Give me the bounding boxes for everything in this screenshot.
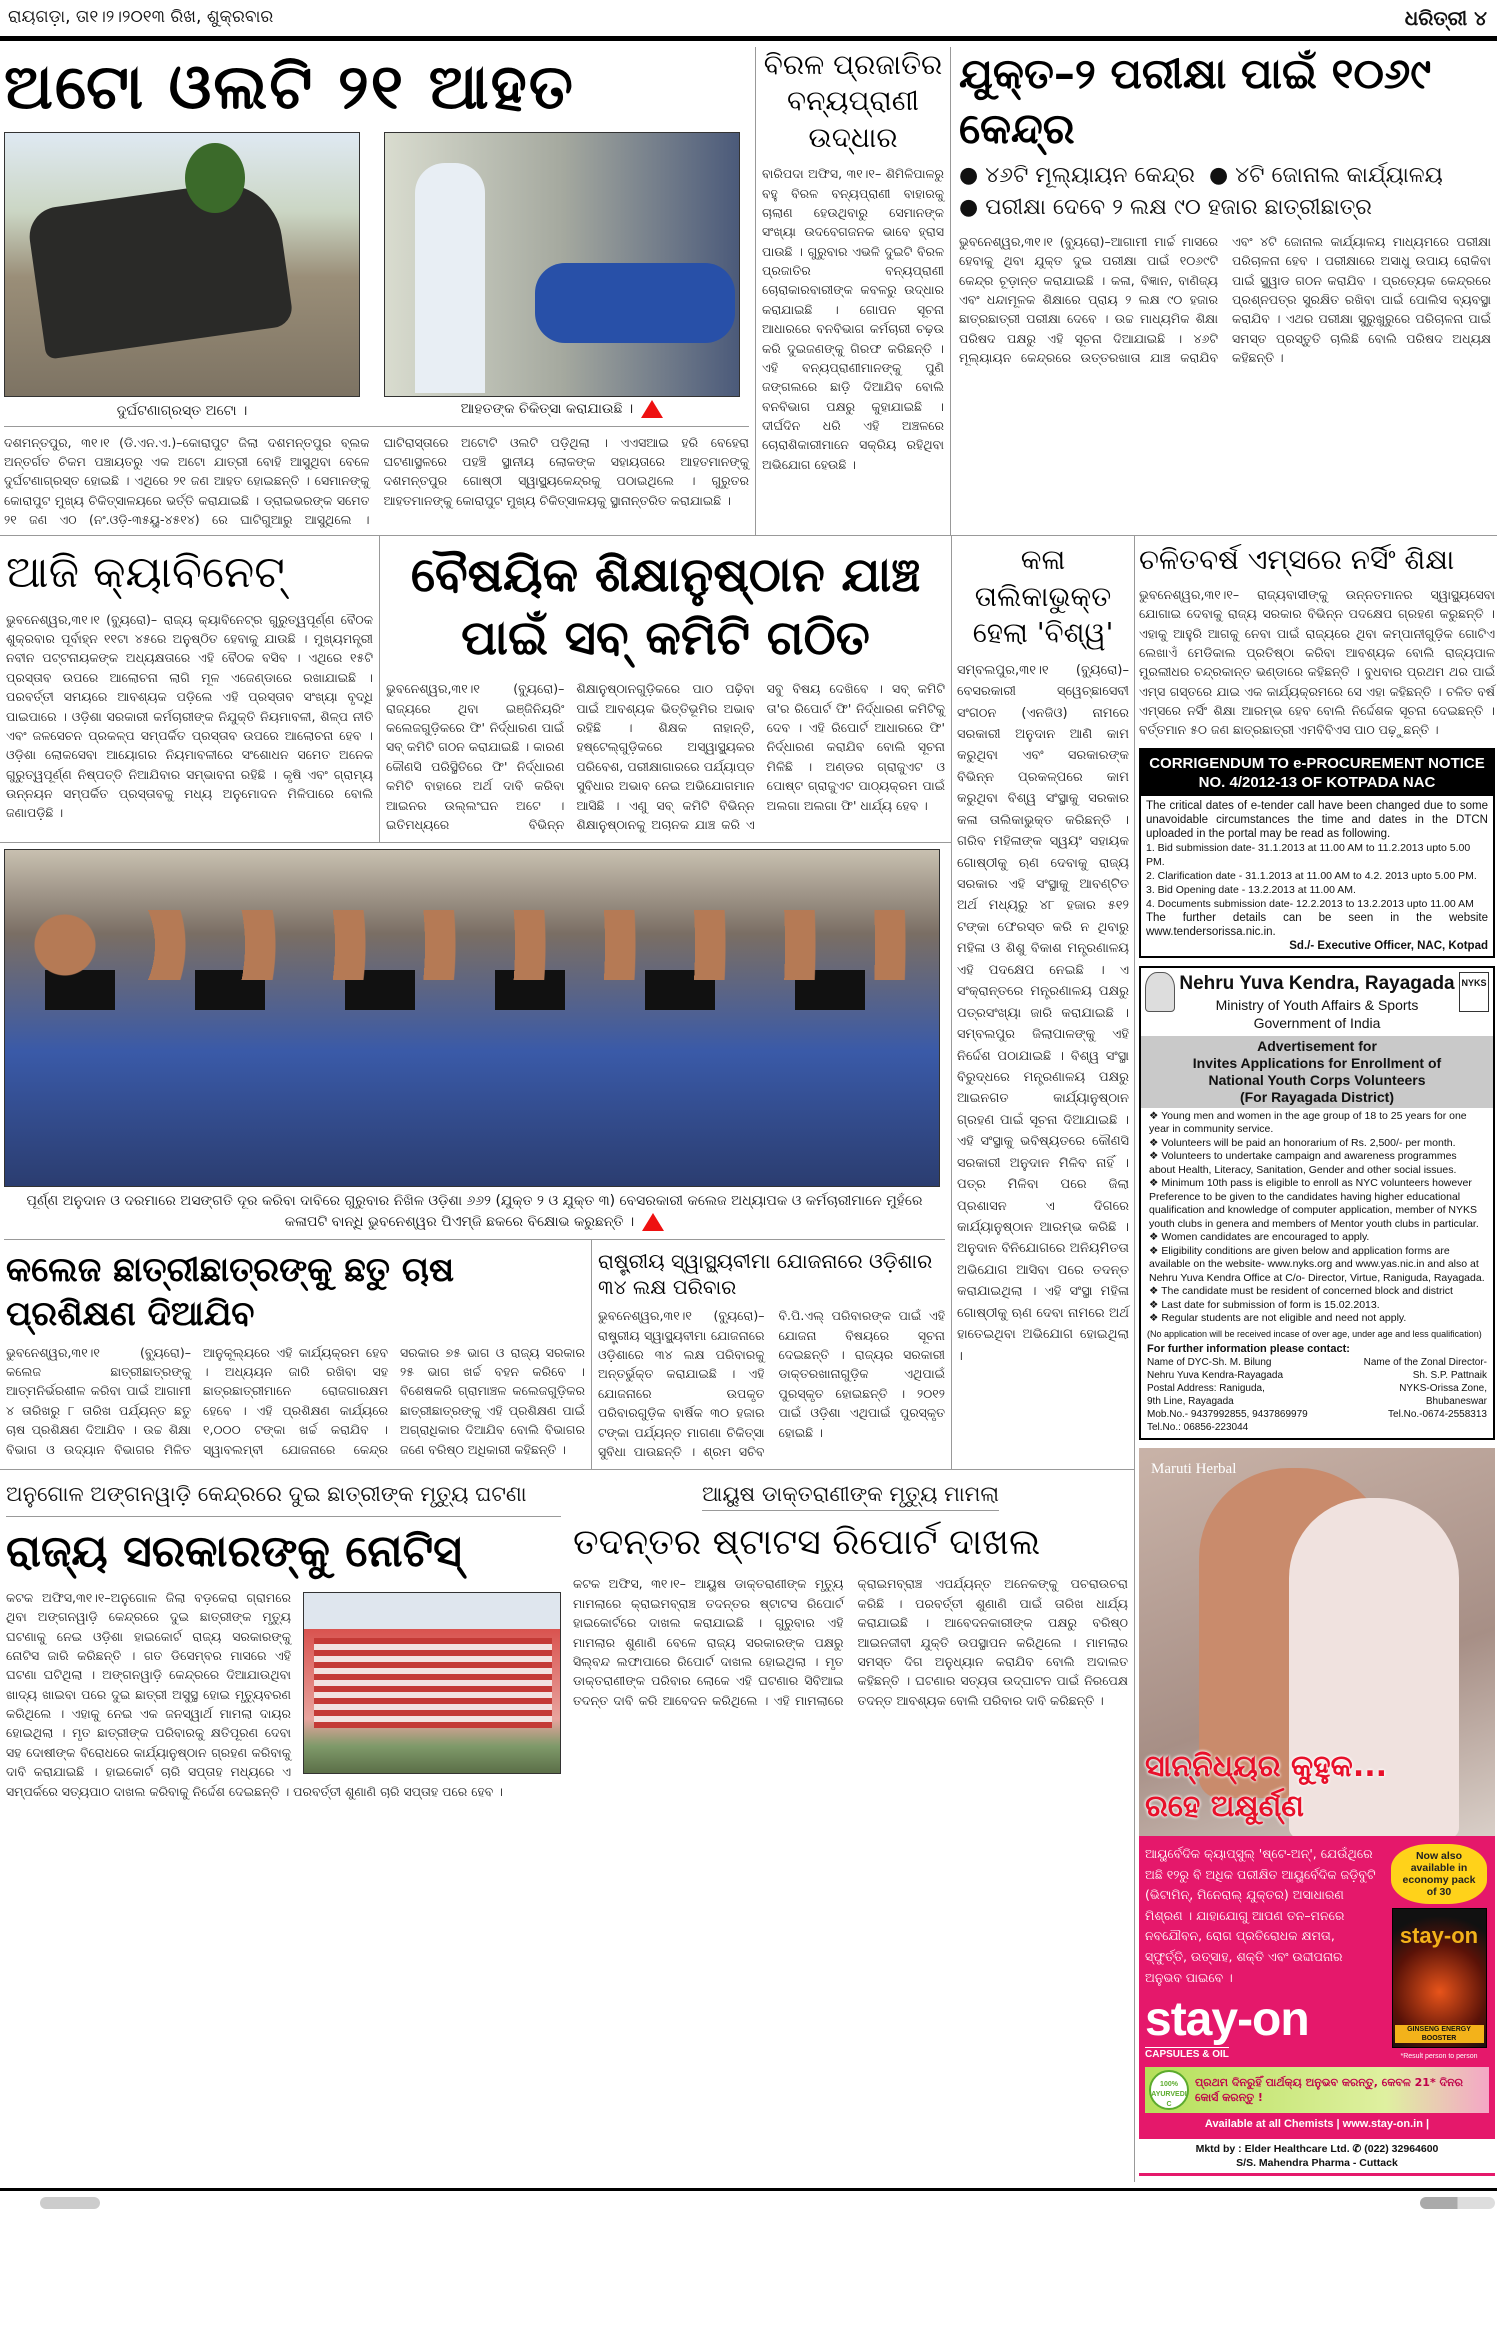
nyk-ministry: Ministry of Youth Affairs & Sports bbox=[1215, 996, 1419, 1013]
nyk-contact-right: Name of the Zonal Director- Sh. S.P. Pattnaik NYKS-Orissa Zone, Bhubaneswar Tel.No.-0674-2558313 bbox=[1363, 1356, 1487, 1420]
subhead-bullet: ● ୪ଟି ଜୋନାଲ କାର୍ଯ୍ୟାଳୟ bbox=[1208, 163, 1443, 189]
body-auto: ଦଶମନ୍ତପୁର, ୩୧।୧ (ଡି.ଏନ.ଏ.)–କୋରାପୁଟ ଜିଲା ଦଶମନ୍ତପୁର ବ୍ଲକ ଅନ୍ତର୍ଗତ ଚିକମ ପଞ୍ଚାୟତରୁ ଏକ ଅଟୋ ଯାତ୍ରୀ ବୋହି ଆସୁଥିବା ବେଳେ ଦୁର୍ଘଟଣାଗ୍ରସ୍ତ ହୋଇଛି । ଏଥିରେ ୨୧ ଜଣ ଆହତ ହୋଇଛନ୍ତି । ସେମାନଙ୍କୁ କୋରାପୁଟ ମୁଖ୍ୟ ଚିକିତ୍ସାଳୟରେ ଭର୍ତ୍ତି କରାଯାଇଛି । ଡ୍ରାଇଭରଙ୍କ ସମେତ ୨୧ ଜଣ ଏଠ (ନଂ.ଓଡ଼ି-୩୫ୟୁ-୪୫୧୪) ରେ ଘାଟିଗୁଆରୁ ଆସୁଥିଲେ । ଘାଟିରାସ୍ତାରେ ଅଟୋଟି ଓଲଟି ପଡ଼ିଥିଲା । ଏଏସଆଇ ହରି ବେହେରା ଘଟଣାସ୍ଥଳରେ ପହଞ୍ଚି ସ୍ଥାନୀୟ ଲୋକଙ୍କ ସହାୟତାରେ ଆହତମାନଙ୍କୁ ଦଶମନ୍ତପୁର ଗୋଷ୍ଠୀ ସ୍ୱାସ୍ଥ୍ୟକେନ୍ଦ୍ରକୁ ପଠାଇଥିଲେ । ଗୁରୁତର ଆହତମାନଙ୍କୁ କୋରାପୁଟ ମୁଖ୍ୟ ଚିକିତ୍ସାଳୟକୁ ସ୍ଥାନାନ୍ତରିତ କରାଯାଇଛି । bbox=[4, 434, 749, 528]
kicker-ayush bbox=[573, 1480, 1128, 1509]
story-insurance bbox=[592, 1240, 951, 1469]
headline-insurance: ରାଷ୍ଟ୍ରୀୟ ସ୍ୱାସ୍ଥ୍ୟବୀମା ଯୋଜନାରେ ଓଡ଼ିଶାର ୩୪ ଲକ୍ଷ ପରିବାର bbox=[598, 1249, 933, 1300]
right-column bbox=[1135, 536, 1497, 2181]
stayon-ad bbox=[1139, 1448, 1495, 2176]
headline-college: କଲେଜ ଛାତ୍ରୀଛାତ୍ରଙ୍କୁ ଛତୁ ଚାଷ ପ୍ରଶିକ୍ଷଣ ଦିଆଯିବ bbox=[6, 1250, 455, 1335]
body-plus2: ଭୁବନେଶ୍ୱର,୩୧।୧ (ବ୍ୟୁରୋ)–ଆଗାମୀ ମାର୍ଚ୍ଚ ମାସରେ ହେବାକୁ ଥିବା ଯୁକ୍ତ ଦୁଇ ପରୀକ୍ଷା ପାଇଁ ୧୦୬୯ଟି କେନ୍ଦ୍ର ଚୂଡ଼ାନ୍ତ କରାଯାଇଛି । କଳା, ବିଜ୍ଞାନ, ବାଣିଜ୍ୟ ଏବଂ ଧନ୍ଦାମୂଳକ ଶିକ୍ଷାରେ ପ୍ରାୟ ୨ ଲକ୍ଷ ୯୦ ହଜାର ଛାତ୍ରଛାତ୍ରୀ ପରୀକ୍ଷା ଦେବେ । ଉଚ୍ଚ ମାଧ୍ୟମିକ ଶିକ୍ଷା ପରିଷଦ ପକ୍ଷରୁ ଏହି ସୂଚନା ଦିଆଯାଇଛି । ୪୬ଟି ମୂଲ୍ୟାୟନ କେନ୍ଦ୍ରରେ ଉତ୍ତରଖାତା ଯାଞ୍ଚ କରାଯିବ ଏବଂ ୪ଟି ଜୋନାଲ କାର୍ଯ୍ୟାଳୟ ମାଧ୍ୟମରେ ପରୀକ୍ଷା ପରିଚାଳନା ହେବ । ପରୀକ୍ଷାରେ ଅସାଧୁ ଉପାୟ ରୋକିବା ପାଇଁ ସ୍କ୍ୱାଡ ଗଠନ କରାଯିବ । ପ୍ରତ୍ୟେକ କେନ୍ଦ୍ରରେ ପ୍ରଶ୍ନପତ୍ର ସୁରକ୍ଷିତ ରଖିବା ପାଇଁ ପୋଲିସ ବ୍ୟବସ୍ଥା କରାଯିବ । ଏଥର ପରୀକ୍ଷା ସୁରୁଖୁରୁରେ ପରିଚାଳନା ପାଇଁ ସମସ୍ତ ପ୍ରସ୍ତୁତି ଚାଲିଛି ବୋଲି ପରିଷଦ ଅଧ୍ୟକ୍ଷ କହିଛନ୍ତି । bbox=[959, 233, 1491, 366]
corrigendum-intro: The critical dates of e-tender call have been changed due to some unavoidable circumstances the time and dates in the DTCN uploaded in the portal may be read as following. bbox=[1146, 799, 1488, 840]
ayurvedic-badge: 100% AYURVEDIC bbox=[1149, 2070, 1189, 2110]
story-auto bbox=[0, 47, 756, 535]
story-college bbox=[0, 1240, 592, 1469]
caption-injured-text: ଆହତଙ୍କ ଚିକିତ୍ସା କରାଯାଉଛି । bbox=[460, 400, 634, 417]
economy-pack-burst: Now also available in economy pack of 30 bbox=[1391, 1844, 1487, 1904]
nyk-point: ❖ Last date for submission of form is 15.02.2013. bbox=[1149, 1299, 1485, 1313]
corrigendum-item: 2. Clarification date - 31.1.2013 at 11.00 AM to 4.2. 2013 upto 5.00 PM. bbox=[1146, 869, 1477, 882]
caption-injured bbox=[384, 397, 740, 420]
pack-logo: stay-on bbox=[1399, 1922, 1479, 1948]
body-angul: କଟକ ଅଫିସ,୩୧।୧–ଅନୁଗୋଳ ଜିଲା ବଡ଼କେରା ଗ୍ରାମରେ ଥିବା ଅଙ୍ଗନୱାଡ଼ି କେନ୍ଦ୍ରରେ ଦୁଇ ଛାତ୍ରୀଙ୍କ ମୃତ୍ୟୁ ଘଟଣାକୁ ନେଇ ଓଡ଼ିଶା ହାଇକୋର୍ଟ ରାଜ୍ୟ ସରକାରଙ୍କୁ ନୋଟିସ ଜାରି କରିଛନ୍ତି । ଗତ ଡିସେମ୍ବର ମାସରେ ଏହି ଘଟଣା ଘଟିଥିଲା । ଅଙ୍ଗନୱାଡ଼ି କେନ୍ଦ୍ରରେ ଦିଆଯାଉଥିବା ଖାଦ୍ୟ ଖାଇବା ପରେ ଦୁଇ ଛାତ୍ରୀ ଅସୁସ୍ଥ ହୋଇ ମୃତ୍ୟୁବରଣ କରିଥିଲେ । ଏହାକୁ ନେଇ ଏକ ଜନସ୍ୱାର୍ଥ ମାମଲା ଦାୟର ହୋଇଥିଲା । ମୃତ ଛାତ୍ରୀଙ୍କ ପରିବାରକୁ କ୍ଷତିପୂରଣ ଦେବା ସହ ଦୋଷୀଙ୍କ ବିରୋଧରେ କାର୍ଯ୍ୟାନୁଷ୍ଠାନ ଗ୍ରହଣ କରିବାକୁ ଦାବି କରାଯାଇଛି । ହାଇକୋର୍ଟ ଚାରି ସପ୍ତାହ ମଧ୍ୟରେ ଏ ସମ୍ପର୍କରେ ସତ୍ୟପାଠ ଦାଖଲ କରିବାକୁ ନିର୍ଦ୍ଦେଶ ଦେଇଛନ୍ତି । ପରବର୍ତ୍ତୀ ଶୁଣାଣି ଚାରି ସପ୍ତାହ ପରେ ହେବ । bbox=[6, 1589, 503, 1799]
headline-aiims: ଚଳିତବର୍ଷ ଏମ୍ସରେ ନର୍ସିଂ ଶିକ୍ଷା bbox=[1139, 543, 1455, 577]
nyk-banner-line: National Youth Corps Volunteers bbox=[1208, 1071, 1426, 1088]
story-wildlife bbox=[756, 47, 951, 535]
page-label bbox=[1405, 4, 1487, 32]
nyk-govt: Government of India bbox=[1253, 1014, 1381, 1031]
stayon-strip-row bbox=[1145, 2067, 1489, 2113]
stayon-mktd: Mktd by : Elder Healthcare Ltd. ✆ (022) 32964600 bbox=[1195, 2142, 1439, 2155]
masthead bbox=[0, 0, 1497, 36]
stayon-ad-photo bbox=[1139, 1448, 1495, 1836]
headline-wildlife: ବିରଳ ପ୍ରଜାତିର ବନ୍ୟପ୍ରାଣୀ ଉଦ୍ଧାର bbox=[763, 48, 943, 154]
body-insurance: ଭୁବନେଶ୍ୱର,୩୧।୧ (ବ୍ୟୁରୋ)– ରାଷ୍ଟ୍ରୀୟ ସ୍ୱାସ୍ଥ୍ୟବୀମା ଯୋଜନାରେ ଓଡ଼ିଶାରେ ୩୪ ଲକ୍ଷ ପରିବାରକୁ ଅନ୍ତର୍ଭୁକ୍ତ କରାଯାଇଛି । ଏହି ଯୋଜନାରେ ଉପକୃତ ପରିବାରଗୁଡ଼ିକ ବାର୍ଷିକ ୩୦ ହଜାର ଟଙ୍କା ପର୍ଯ୍ୟନ୍ତ ମାଗଣା ଚିକିତ୍ସା ସୁବିଧା ପାଉଛନ୍ତି । ଶ୍ରମ ସଚିବ ବି.ପି.ଏଲ୍ ପରିବାରଙ୍କ ପାଇଁ ଏହି ଯୋଜନା ବିଷୟରେ ସୂଚନା ଦେଇଛନ୍ତି । ରାଜ୍ୟର ସରକାରୀ ଡାକ୍ତରଖାନାଗୁଡ଼ିକ ଏଥିପାଇଁ ପୁରସ୍କୃତ ହୋଇଛନ୍ତି । ୨୦୧୨ ପାଇଁ ଓଡ଼ିଶା ଏଥିପାଇଁ ପୁରସ୍କୃତ ହୋଇଛି । bbox=[598, 1308, 945, 1459]
caption-auto: ଦୁର୍ଘଟଣାଗ୍ରସ୍ତ ଅଟୋ । bbox=[116, 402, 248, 419]
stayon-dealer: S/S. Mahendra Pharma - Cuttack bbox=[1236, 2156, 1398, 2169]
nyk-point: ❖ Regular students are not eligible and need not apply. bbox=[1149, 1312, 1485, 1326]
pack-label: GINSENG ENERGY BOOSTER bbox=[1395, 2025, 1484, 2043]
nyk-note: (No application will be received incase of over age, under age and less qualification) bbox=[1147, 1328, 1482, 1339]
body-ayush: କଟକ ଅଫିସ, ୩୧।୧– ଆୟୁଷ ଡାକ୍ତରାଣୀଙ୍କ ମୃତ୍ୟୁ ମାମଲାରେ କ୍ରାଇମବ୍ରାଞ୍ଚ ତଦନ୍ତର ଷ୍ଟାଟସ ରିପୋର୍ଟ ହାଇକୋର୍ଟରେ ଦାଖଲ କରାଯାଇଛି । ଗୁରୁବାର ଏହି ମାମଲାର ଶୁଣାଣି ବେଳେ ରାଜ୍ୟ ସରକାରଙ୍କ ପକ୍ଷରୁ ସିଲ୍‌ବନ୍ଦ ଲଫାପାରେ ରିପୋର୍ଟ ଦାଖଲ ହୋଇଥିଲା । ମୃତ ଡାକ୍ତରାଣୀଙ୍କ ପରିବାର ଲୋକେ ଏହି ଘଟଣାର ସିବିଆଇ ତଦନ୍ତ ଦାବି କରି ଆବେଦନ କରିଥିଲେ । ଏହି ମାମଲାରେ କ୍ରାଇମବ୍ରାଞ୍ଚ ଏପର୍ଯ୍ୟନ୍ତ ଅନେକଙ୍କୁ ପଚରାଉଚରା କରିଛି । ପରବର୍ତ୍ତୀ ଶୁଣାଣି ପାଇଁ ତାରିଖ ଧାର୍ଯ୍ୟ କରାଯାଇଛି । ଆବେଦନକାରୀଙ୍କ ପକ୍ଷରୁ ବରିଷ୍ଠ ଆଇନଜୀବୀ ଯୁକ୍ତି ଉପସ୍ଥାପନ କରିଥିଲେ । ମାମଲାର ସମସ୍ତ ଦିଗ ଅନୁଧ୍ୟାନ କରାଯିବ ବୋଲି ଅଦାଲତ କହିଛନ୍ତି । ଘଟଣାର ସତ୍ୟତା ଉଦ୍‌ଘାଟନ ପାଇଁ ନିରପେକ୍ଷ ତଦନ୍ତ ଆବଶ୍ୟକ ବୋଲି ପରିବାର ଦାବି କରିଛନ୍ତି । bbox=[573, 1576, 1128, 1708]
stayon-body: ଆୟୁର୍ବେଦିକ କ୍ୟାପ୍ସୁଲ୍ 'ଷ୍ଟେ-ଅନ୍', ଯେଉଁଥିରେ ଅଛି ୧୨ରୁ ବି ଅଧିକ ପରୀକ୍ଷିତ ଆୟୁର୍ବେଦିକ ଜଡ଼ିବୁଟି (ଭିଟାମିନ୍, ମିନେରାଲ୍ ଯୁକ୍ତର) ଅସାଧାରଣ ମିଶ୍ରଣ । ଯାହାଯୋଗୁ ଆପଣ ତନ–ମନରେ ନବଯୌବନ, ରୋଗ ପ୍ରତିରୋଧକ କ୍ଷମତା, ସ୍ଫୁର୍ତ୍ତି, ଉତ୍ସାହ, ଶକ୍ତି ଏବଂ ଉଦ୍ଦୀପନାର ଅନୁଭବ ପାଇବେ । bbox=[1145, 1845, 1376, 1985]
headline-technical: ବୈଷୟିକ ଶିକ୍ଷାନୁଷ୍ଠାନ ଯାଞ୍ଚ ପାଇଁ ସବ୍ କମିଟି ଗଠିତ bbox=[410, 547, 921, 666]
angul-body-wrap bbox=[6, 1588, 561, 1801]
stayon-logo: stay-on bbox=[1145, 1993, 1309, 2047]
stayon-pack-image bbox=[1392, 1908, 1487, 2048]
nyks-logo: NYKS bbox=[1459, 972, 1489, 1012]
headline-auto: ଅଟୋ ଓଲଟି ୨୧ ଆହତ bbox=[4, 50, 576, 123]
body-cabinet: ଭୁବନେଶ୍ୱର,୩୧।୧ (ବ୍ୟୁରୋ)– ରାଜ୍ୟ କ୍ୟାବିନେଟ୍‌ର ଗୁରୁତ୍ୱପୂର୍ଣ୍ଣ ବୈଠକ ଶୁକ୍ରବାର ପୂର୍ବାହ୍ନ ୧୧ଟା ୪୫ରେ ଅନୁଷ୍ଠିତ ହେବାକୁ ଯାଉଛି । ମୁଖ୍ୟମନ୍ତ୍ରୀ ନବୀନ ପଟ୍ଟନାୟକଙ୍କ ଅଧ୍ୟକ୍ଷତାରେ ଏହି ବୈଠକ ବସିବ । ଏଥିରେ ୧୫ଟି ପ୍ରସ୍ତାବ ଉପରେ ଆଲୋଚନା ଲାଗି ମୂଳ ଏଜେଣ୍ଡାରେ ରଖାଯାଇଛି । ପରବର୍ତ୍ତୀ ସମୟରେ ଆବଶ୍ୟକ ପଡ଼ିଲେ ଏହି ପ୍ରସ୍ତାବ ସଂଖ୍ୟା ବୃଦ୍ଧି ପାଇପାରେ । ଓଡ଼ିଶା ସରକାରୀ କର୍ମଚାରୀଙ୍କ ନିଯୁକ୍ତି ନିୟମାବଳୀ, ଶିଳ୍ପ ନୀତି ଏବଂ ଜଳସେଚନ ପ୍ରକଳ୍ପ ସମ୍ପର୍କିତ ପ୍ରସ୍ତାବ ଉପରେ ଆଲୋଚନା ହେବ । ଓଡ଼ିଶା ଲୋକସେବା ଆୟୋଗର ନିୟମାବଳୀରେ ସଂଶୋଧନ ସମେତ ଅନେକ ଗୁରୁତ୍ୱପୂର୍ଣ୍ଣ ନିଷ୍ପତ୍ତି ନିଆଯିବାର ସମ୍ଭାବନା ରହିଛି । କୃଷି ଏବଂ ଗ୍ରାମ୍ୟ ଉନ୍ନୟନ ସମ୍ପର୍କିତ ପ୍ରସ୍ତାବକୁ ମଧ୍ୟ ଅନୁମୋଦନ ମିଳିପାରେ ବୋଲି ଜଣାପଡ଼ିଛି । bbox=[6, 611, 373, 821]
row-top bbox=[0, 41, 1497, 536]
subheads-plus2 bbox=[959, 160, 1491, 224]
dateline: ରାୟଗଡ଼ା, ତା୧।୨।୨୦୧୩ ରିଖ, ଶୁକ୍ରବାର bbox=[8, 7, 274, 28]
faces bbox=[5, 910, 940, 980]
kicker-ayush-text: ଆୟୁଷ ଡାକ୍ତରାଣୀଙ୍କ ମୃତ୍ୟୁ ମାମଲା bbox=[702, 1482, 999, 1511]
nyk-banner-line: Advertisement for bbox=[1257, 1037, 1377, 1054]
corrigendum-item: 1. Bid submission date- 31.1.2013 at 11.00 AM to 11.2.2013 upto 5.00 PM. bbox=[1146, 841, 1471, 868]
nyk-point: ❖ Young men and women in the age group of 18 to 25 years for one year in community service. bbox=[1149, 1110, 1485, 1137]
body-aiims: ଭୁବନେଶ୍ୱର,୩୧।୧– ରାଜ୍ୟବାସୀଙ୍କୁ ଉନ୍ନତମାନର ସ୍ୱାସ୍ଥ୍ୟସେବା ଯୋଗାଇ ଦେବାକୁ ରାଜ୍ୟ ସରକାର ବିଭିନ୍ନ ପଦକ୍ଷେପ ଗ୍ରହଣ କରୁଛନ୍ତି । ଏହାକୁ ଆହୁରି ଆଗକୁ ନେବା ପାଇଁ ରାଜ୍ୟରେ ଥିବା କମ୍ପାନୀଗୁଡ଼ିକ ଗୋଟିଏ ଲେଖାଏଁ ମେଡିକାଲ ପ୍ରତିଷ୍ଠା କରିବା ଆବଶ୍ୟକ ବୋଲି ରାଜ୍ୟପାଳ ମୁରଲୀଧର ଚନ୍ଦ୍ରକାନ୍ତ ଭଣ୍ଡାରେ କହିଛନ୍ତି । ବୁଧବାର ପ୍ରଥମ ଥର ପାଇଁ ଏମ୍ସ ଗସ୍ତରେ ଯାଇ ଏକ କାର୍ଯ୍ୟକ୍ରମରେ ସେ ଏହା କହିଛନ୍ତି । ଚଳିତ ବର୍ଷ ଏମ୍ସରେ ନର୍ସିଂ ଶିକ୍ଷା ଆରମ୍ଭ ହେବ ବୋଲି ନିର୍ଦ୍ଦେଶକ ସୂଚନା ଦେଇଛନ୍ତି । ବର୍ତ୍ତମାନ ୫୦ ଜଣ ଛାତ୍ରଛାତ୍ରୀ ଏମବିବିଏସ ପାଠ ପଢ଼ୁଛନ୍ତି । bbox=[1139, 586, 1495, 738]
nyk-point: ❖ Volunteers to undertake campaign and awareness programmes about Health, Literacy, Sanitation, Gender and other social issues. bbox=[1149, 1150, 1485, 1177]
disclaimer: *Result person to person bbox=[1400, 2052, 1478, 2060]
row-main bbox=[0, 536, 1497, 2181]
story-ayush bbox=[567, 1470, 1134, 1811]
caption-protest-text: ପୂର୍ଣ୍ଣ ଅନୁଦାନ ଓ ଦରମାରେ ଅସଙ୍ଗତି ଦୂର କରିବା ଦାବିରେ ଗୁରୁବାର ନିଖିଳ ଓଡ଼ିଶା ୬୬୨ (ଯୁକ୍ତ ୨ ଓ ଯୁକ୍ତ ୩) ବେସରକାରୀ କଲେଜ ଅଧ୍ୟାପକ ଓ କର୍ମଚାରୀମାନେ ମୁହଁରେ କଳାପଟି ବାନ୍ଧି ଭୁବନେଶ୍ୱର ପିଏମ୍‌ଜି ଛକରେ ବିକ୍ଷୋଭ କରୁଛନ୍ତି । bbox=[26, 1193, 923, 1231]
nyk-point: ❖ Eligibility conditions are given below and application forms are available on the website- www.nyks.org and www.yas.nic.in and also at Nehru Yuva Kendra Office at C/o- Director, Virtue, Raniguda, Rayagada. bbox=[1149, 1245, 1485, 1286]
story-technical bbox=[380, 536, 951, 842]
story-aiims bbox=[1139, 542, 1495, 739]
row-college-insurance bbox=[0, 1240, 951, 1469]
story-plus2 bbox=[951, 47, 1497, 535]
scrollbar-track-marker[interactable] bbox=[40, 2197, 100, 2209]
story-cabinet bbox=[0, 536, 380, 842]
stayon-strip: ପ୍ରଥମ ଦିନରୁହିଁ ପାର୍ଥକ୍ୟ ଅନୁଭବ କରନ୍ତୁ, କେବଳ 21* ଦିନର କୋର୍ସ କରନ୍ତୁ ! bbox=[1195, 2075, 1464, 2105]
left-upper-main bbox=[0, 536, 952, 1469]
nyk-point: ❖ Volunteers will be paid an honorarium of Rs. 2,500/- per month. bbox=[1149, 1137, 1485, 1151]
stayon-marketer bbox=[1139, 2139, 1495, 2176]
photo-hospital-building bbox=[303, 1592, 561, 1774]
left-area bbox=[0, 536, 1135, 2181]
stayon-tagline: ସାନ୍ନିଧ୍ୟର କୁହୁକ... ରହେ ଅକ୍ଷୁର୍ଣ୍ଣ bbox=[1145, 1748, 1388, 1825]
headline-angul: ରାଜ୍ୟ ସରକାରଙ୍କୁ ନୋଟିସ୍ bbox=[6, 1525, 462, 1577]
body-college: ଭୁବନେଶ୍ୱର,୩୧।୧ (ବ୍ୟୁରୋ)– କଲେଜ ଛାତ୍ରୀଛାତ୍ରଙ୍କୁ ଆତ୍ମନିର୍ଭରଶୀଳ କରିବା ପାଇଁ ଆଗାମୀ ୪ ତାରିଖରୁ ୮ ତାରିଖ ପର୍ଯ୍ୟନ୍ତ ଛତୁ ଚାଷ ପ୍ରଶିକ୍ଷଣ ଦିଆଯିବ । ଉଚ୍ଚ ଶିକ୍ଷା ବିଭାଗ ଓ ଉଦ୍ୟାନ ବିଭାଗର ମିଳିତ ଆନୁକୂଲ୍ୟରେ ଏହି କାର୍ଯ୍ୟକ୍ରମ ହେବ । ଅଧ୍ୟୟନ ଜାରି ରଖିବା ସହ ଛାତ୍ରଛାତ୍ରୀମାନେ ରୋଜଗାରକ୍ଷମ ହେବେ । ଏହି ପ୍ରଶିକ୍ଷଣ କାର୍ଯ୍ୟରେ ୧,୦୦୦ ଟଙ୍କା ଖର୍ଚ୍ଚ କରାଯିବ । ସ୍ୱାବଲମ୍ବୀ ଯୋଜନାରେ କେନ୍ଦ୍ର ସରକାର ୭୫ ଭାଗ ଓ ରାଜ୍ୟ ସରକାର ୨୫ ଭାଗ ଖର୍ଚ୍ଚ ବହନ କରିବେ । ବିଶେଷକରି ଗ୍ରାମାଞ୍ଚଳ କଲେଜଗୁଡ଼ିକର ଛାତ୍ରୀଛାତ୍ରଙ୍କୁ ଏହି ପ୍ରଶିକ୍ଷଣ ପାଇଁ ଅଗ୍ରାଧିକାର ଦିଆଯିବ ବୋଲି ବିଭାଗର ଜଣେ ବରିଷ୍ଠ ଅଧିକାରୀ କହିଛନ୍ତି । bbox=[6, 1344, 585, 1457]
kicker-angul: ଅନୁଗୋଳ ଅଙ୍ଗନୱାଡ଼ି କେନ୍ଦ୍ରରେ ଦୁଇ ଛାତ୍ରୀଙ୍କ ମୃତ୍ୟୁ ଘଟଣା bbox=[6, 1480, 561, 1516]
headline-plus2: ଯୁକ୍ତ–୨ ପରୀକ୍ଷା ପାଇଁ ୧୦୬୯ କେନ୍ଦ୍ର bbox=[959, 49, 1432, 153]
corrigendum-item: 3. Bid Opening date - 13.2.2013 at 11.00 AM. bbox=[1146, 883, 1356, 896]
nyk-banner-line: (For Rayagada District) bbox=[1239, 1088, 1395, 1105]
triangle-marker-icon bbox=[641, 400, 663, 418]
paper-name: ଧରିତ୍ରୀ bbox=[1404, 6, 1468, 30]
row-cabinet-technical bbox=[0, 536, 951, 843]
corrigendum-item: 4. Documents submission date- 12.2.2013 to 13.2.2013 upto 11.00 AM bbox=[1146, 897, 1474, 910]
scrollbar-handle[interactable] bbox=[1420, 2197, 1495, 2209]
nyk-contact-heading: For further information please contact: bbox=[1147, 1342, 1350, 1355]
nyk-banner-line: Invites Applications for Enrollment of bbox=[1192, 1054, 1442, 1071]
corrigendum-footer: The further details can be seen in the website www.tendersorissa.nic.in. bbox=[1146, 911, 1488, 938]
nyk-point: ❖ Women candidates are encouraged to apply. bbox=[1149, 1231, 1485, 1245]
corrigendum-signature: Sd./- Executive Officer, NAC, Kotpad bbox=[1289, 939, 1488, 952]
headline-ayush: ତଦନ୍ତର ଷ୍ଟାଟସ ରିପୋର୍ଟ ଦାଖଲ bbox=[573, 1521, 1041, 1563]
row-bottom bbox=[0, 1470, 1134, 1811]
stayon-logo-sub: CAPSULES & OIL bbox=[1145, 2049, 1229, 2061]
footer-scroll bbox=[0, 2191, 1497, 2215]
headline-blacklist: କଳା ତାଲିକାଭୁକ୍ତ ହେଲା 'ବିଶ୍ୱ' bbox=[972, 543, 1114, 650]
nyk-point: ❖ The candidate must be resident of concerned block and district bbox=[1149, 1285, 1485, 1299]
body-wildlife: ବାରିପଦା ଅଫିସ, ୩୧।୧– ଶିମିଳିପାଳରୁ ବହୁ ବିରଳ ବନ୍ୟପ୍ରାଣୀ ବାହାରକୁ ଚାଲାଣ ହେଉଥିବାରୁ ସେମାନଙ୍କ ସଂଖ୍ୟା ଉଦବେଗଜନକ ଭାବେ ହ୍ରାସ ପାଉଛି । ଗୁରୁବାର ଏଭଳି ଦୁଇଟି ବିରଳ ପ୍ରଜାତିର ବନ୍ୟପ୍ରାଣୀ ଚୋରାକାରବାରୀଙ୍କ କବଳରୁ ଉଦ୍ଧାର କରାଯାଇଛି । ଗୋପନ ସୂଚନା ଆଧାରରେ ବନବିଭାଗ କର୍ମଚାରୀ ଚଢ଼ଉ କରି ଦୁଇଜଣଙ୍କୁ ଗିରଫ କରିଛନ୍ତି । ଏହି ବନ୍ୟପ୍ରାଣୀମାନଙ୍କୁ ପୁଣି ଜଙ୍ଗଲରେ ଛାଡ଼ି ଦିଆଯିବ ବୋଲି ବନବିଭାଗ ପକ୍ଷରୁ କୁହାଯାଇଛି । ଦୀର୍ଘଦିନ ଧରି ଏହି ଅଞ୍ଚଳରେ ଚୋରାଶିକାରୀମାନେ ସକ୍ରିୟ ରହିଥିବା ଅଭିଯୋଗ ହେଉଛି । bbox=[762, 166, 944, 472]
photo-overturned-auto bbox=[4, 132, 360, 397]
photo-injured-treated bbox=[384, 132, 740, 397]
nyk-contact-left: Name of DYC-Sh. M. Bilung Nehru Yuva Kendra-Rayagada Postal Address: Raniguda, 9th Line, Rayagada Mob.No.- 9437992855, 9437869979 Tel.No.: 06856-223044 bbox=[1147, 1356, 1308, 1433]
stayon-available: Available at all Chemists | www.stay-on.in | bbox=[1204, 2118, 1430, 2131]
triangle-marker-icon bbox=[642, 1213, 664, 1231]
headline-cabinet: ଆଜି କ୍ୟାବିନେଟ୍ bbox=[6, 547, 285, 599]
left-upper bbox=[0, 536, 1134, 1470]
corrigendum-title: CORRIGENDUM TO e-PROCUREMENT NOTICE NO. 4/2012-13 OF KOTPADA NAC bbox=[1141, 750, 1493, 796]
nyk-points bbox=[1141, 1108, 1493, 1328]
body-blacklist: ସମ୍ବଲପୁର,୩୧।୧ (ବ୍ୟୁରୋ)– ବେସରକାରୀ ସ୍ୱେଚ୍ଛାସେବୀ ସଂଗଠନ (ଏନଜିଓ) ନାମରେ ସରକାରୀ ଅନୁଦାନ ଆଣି କାମ କରୁଥିବା ଏବଂ ସରକାରଙ୍କ ବିଭିନ୍ନ ପ୍ରକଳ୍ପରେ କାମ କରୁଥିବା ବିଶ୍ୱ ସଂସ୍ଥାକୁ ସରକାର କଳା ତାଲିକାଭୁକ୍ତ କରିଛନ୍ତି । ଗରିବ ମହିଳାଙ୍କ ସ୍ୱୟଂ ସହାୟକ ଗୋଷ୍ଠୀକୁ ଋଣ ଦେବାକୁ ରାଜ୍ୟ ସରକାର ଏହି ସଂସ୍ଥାକୁ ଆବଣ୍ଟିତ ଅର୍ଥ ମଧ୍ୟରୁ ୪୮ ହଜାର ୫୧୨ ଟଙ୍କା ଫେରସ୍ତ କରି ନ ଥିବାରୁ ମହିଳା ଓ ଶିଶୁ ବିକାଶ ମନ୍ତ୍ରଣାଳୟ ଏହି ପଦକ୍ଷେପ ନେଇଛି । ଏ ସଂକ୍ରାନ୍ତରେ ମନ୍ତ୍ରଣାଳୟ ପକ୍ଷରୁ ପତ୍ରସଂଖ୍ୟା ଜାରି କରାଯାଇଛି । ସମ୍ବଲପୁର ଜିଲାପାଳଙ୍କୁ ଏହି ନିର୍ଦ୍ଦେଶ ପଠାଯାଇଛି । ବିଶ୍ୱ ସଂସ୍ଥା ବିରୁଦ୍ଧରେ ମନ୍ତ୍ରଣାଳୟ ପକ୍ଷରୁ ଆଇନଗତ କାର୍ଯ୍ୟାନୁଷ୍ଠାନ ଗ୍ରହଣ ପାଇଁ ସୂଚନା ଦିଆଯାଇଛି । ଏହି ସଂସ୍ଥାକୁ ଭବିଷ୍ୟତରେ କୌଣସି ସରକାରୀ ଅନୁଦାନ ମିଳିବ ନାହିଁ । ପତ୍ର ମିଳିବା ପରେ ଜିଲା ପ୍ରଶାସନ ଏ ଦିଗରେ କାର୍ଯ୍ୟାନୁଷ୍ଠାନ ଆରମ୍ଭ କରିଛି । ଅନୁଦାନ ବିନିଯୋଗରେ ଅନିୟମିତତା ଅଭିଯୋଗ ଆସିବା ପରେ ତଦନ୍ତ କରାଯାଇଥିଲା । ଏହି ସଂସ୍ଥା ମହିଳା ଗୋଷ୍ଠୀକୁ ଋଣ ଦେବା ନାମରେ ଅର୍ଥ ହାତେଇଥିବା ଅଭିଯୋଗ ହୋଇଥିଲା । bbox=[957, 662, 1129, 1364]
stayon-ad-panel bbox=[1139, 1836, 1495, 2139]
corrigendum-notice bbox=[1139, 748, 1495, 958]
nyk-title: Nehru Yuva Kendra, Rayagada bbox=[1179, 972, 1455, 994]
subhead-bullet: ● ପରୀକ୍ଷା ଦେବେ ୨ ଲକ୍ଷ ୯୦ ହଜାର ଛାତ୍ରୀଛାତ୍ର bbox=[959, 195, 1372, 221]
story-angul bbox=[0, 1470, 567, 1811]
caption-protest bbox=[4, 1187, 945, 1240]
maruti-herbal-logo: Maruti Herbal bbox=[1151, 1460, 1237, 1477]
body-technical: ଭୁବନେଶ୍ୱର,୩୧।୧ (ବ୍ୟୁରୋ)– ରାଜ୍ୟରେ ଥିବା ଇଞ୍ଜିନିୟରିଂ କଲେଜଗୁଡ଼ିକରେ ଫି' ନିର୍ଦ୍ଧାରଣ ପାଇଁ ସବ୍ କମିଟି ଗଠନ କରାଯାଇଛି । କାରଣ କୌଣସି ପରିସ୍ଥିତିରେ ଫି' ନିର୍ଦ୍ଧାରଣ କମିଟି ବାହାରେ ଅର୍ଥ ଦାବି କରିବା ଆଇନର ଉଲ୍ଲଂଘନ ଅଟେ । ଇତିମଧ୍ୟରେ ବିଭିନ୍ନ ଶିକ୍ଷାନୁଷ୍ଠାନଗୁଡ଼ିକରେ ପାଠ ପଢ଼ିବା ପାଇଁ ଆବଶ୍ୟକ ଭିତ୍ତିଭୂମିର ଅଭାବ ରହିଛି । ଶିକ୍ଷକ ନାହାନ୍ତି, ହଷ୍ଟେଲ୍‌ଗୁଡ଼ିକରେ ଅସ୍ୱାସ୍ଥ୍ୟକର ପରିବେଶ, ପରୀକ୍ଷାଗାରରେ ପର୍ଯ୍ୟାପ୍ତ ସୁବିଧାର ଅଭାବ ନେଇ ଅଭିଯୋଗମାନ ଆସିଛି । ଏଣୁ ସବ୍ କମିଟି ବିଭିନ୍ନ ଶିକ୍ଷାନୁଷ୍ଠାନକୁ ଅଚାନକ ଯାଞ୍ଚ କରି ଏ ସବୁ ବିଷୟ ଦେଖିବେ । ସବ୍ କମିଟି ତା'ର ରିପୋର୍ଟ ଫି' ନିର୍ଦ୍ଧାରଣ କମିଟିକୁ ଦେବ । ଏହି ରିପୋର୍ଟ ଆଧାରରେ ଫି' ନିର୍ଦ୍ଧାରଣ କରାଯିବ ବୋଲି ସୂଚନା ମିଳିଛି । ଅଣ୍ଡର ଗ୍ରାଜୁଏଟ ଓ ପୋଷ୍ଟ ଗ୍ରାଜୁଏଟ ପାଠ୍ୟକ୍ରମ ପାଇଁ ଅଲଗା ଅଲଗା ଫି' ଧାର୍ଯ୍ୟ ହେବ । bbox=[386, 681, 945, 832]
subhead-bullet: ● ୪୬ଟି ମୂଲ୍ୟାୟନ କେନ୍ଦ୍ର bbox=[959, 163, 1195, 189]
photo-protest bbox=[4, 849, 940, 1187]
nyk-point: ❖ Minimum 10th pass is eligible to enroll as NYC volunteers however Preference to be given to the candidates having higher educational qualification and knowledge of computer application, member of NYKS youth clubs in genera and members of Mentor youth clubs in particular. bbox=[1149, 1177, 1485, 1231]
page-number: ୪ bbox=[1474, 6, 1487, 30]
nyk-banner bbox=[1141, 1036, 1493, 1108]
emblem-icon bbox=[1145, 972, 1175, 1012]
nyk-advertisement bbox=[1139, 966, 1495, 1440]
story-blacklist bbox=[952, 536, 1134, 1469]
